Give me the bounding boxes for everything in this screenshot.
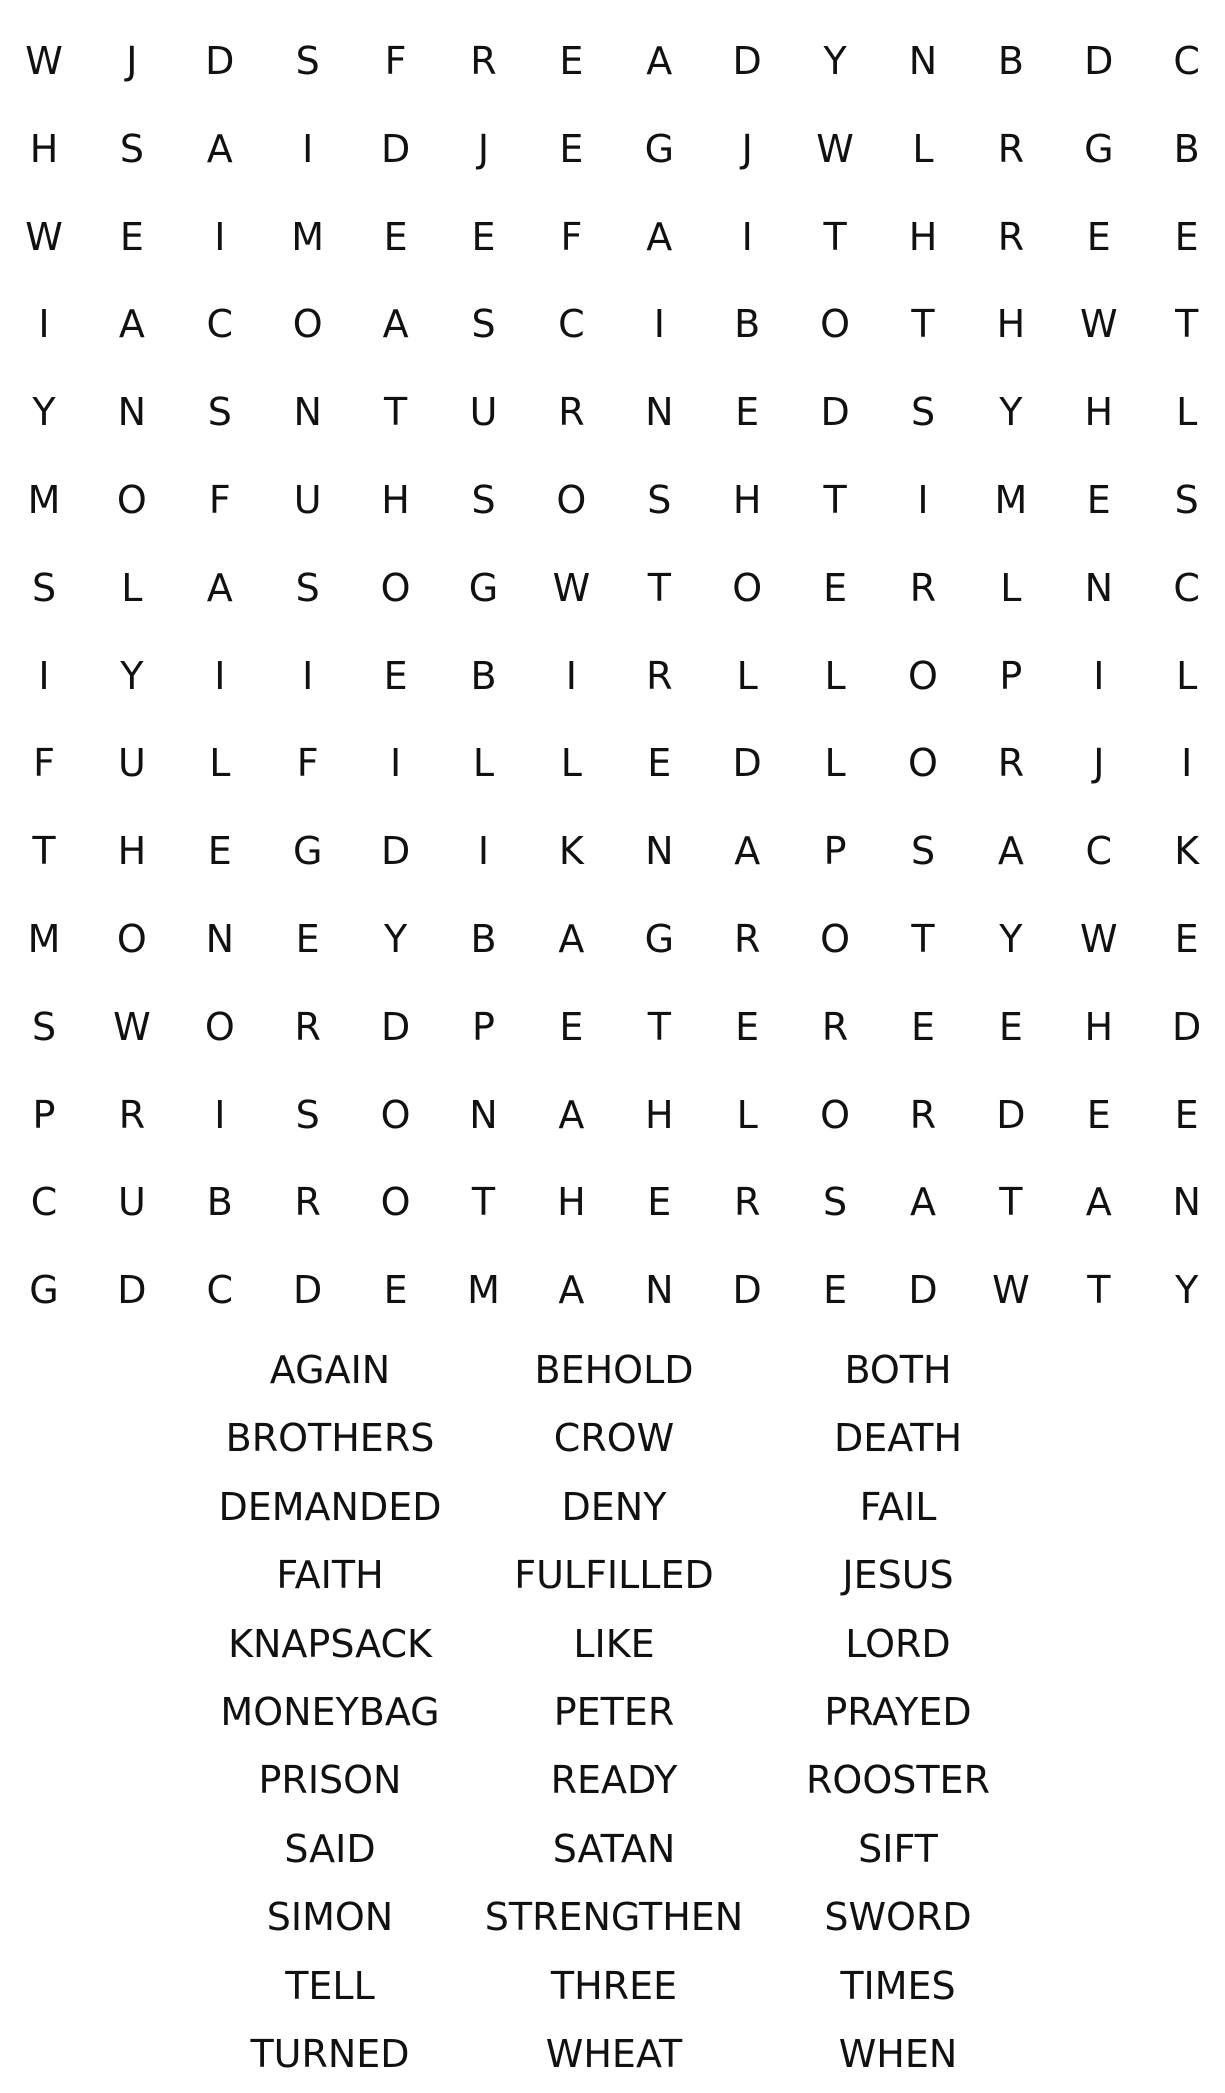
grid-cell[interactable]: D <box>732 39 762 83</box>
grid-cell[interactable]: O <box>732 565 763 610</box>
grid-cell[interactable]: I <box>38 302 50 347</box>
grid-cell[interactable]: W <box>552 565 591 610</box>
grid-cell[interactable]: J <box>477 126 490 171</box>
grid-cell[interactable]: E <box>823 1268 848 1313</box>
grid-cell[interactable]: I <box>1181 741 1193 786</box>
word-list-item: WHEAT <box>545 2032 683 2076</box>
word-list-item: READY <box>550 1758 678 1803</box>
grid-cell[interactable]: T <box>911 917 935 961</box>
grid-cell[interactable]: I <box>302 126 314 171</box>
grid-cell[interactable]: C <box>206 1268 234 1313</box>
grid-cell[interactable]: F <box>208 478 231 522</box>
grid-row <box>0 1071 1225 1159</box>
grid-cell[interactable]: I <box>38 653 50 698</box>
grid-cell[interactable]: N <box>645 1268 674 1313</box>
grid-cell[interactable]: L <box>121 565 143 610</box>
grid-cell[interactable]: I <box>302 653 314 698</box>
grid-cell[interactable]: O <box>820 302 851 347</box>
grid-cell[interactable]: J <box>741 126 753 171</box>
grid-cell[interactable]: D <box>1172 1004 1202 1049</box>
grid-cell[interactable]: E <box>1086 214 1111 259</box>
grid-cell[interactable]: L <box>209 741 231 786</box>
grid-cell[interactable]: W <box>1080 302 1118 347</box>
grid-cell[interactable]: T <box>823 214 847 259</box>
grid-cell[interactable]: L <box>824 741 846 786</box>
word-list-item: BROTHERS <box>225 1416 435 1461</box>
grid-cell[interactable]: O <box>380 1180 411 1225</box>
grid-cell[interactable]: P <box>32 1092 56 1137</box>
grid-cell[interactable]: D <box>732 1268 762 1313</box>
word-list-item: BOTH <box>844 1348 952 1392</box>
grid-cell[interactable]: J <box>1093 741 1105 786</box>
grid-cell[interactable]: Y <box>823 39 847 83</box>
grid-cell[interactable]: B <box>997 39 1024 83</box>
grid-cell[interactable]: E <box>559 126 584 171</box>
grid-cell[interactable]: E <box>559 39 584 83</box>
grid-cell[interactable]: R <box>909 1092 937 1137</box>
grid-cell[interactable]: O <box>908 741 938 786</box>
grid-cell[interactable]: Y <box>32 390 56 435</box>
grid-cell[interactable]: F <box>560 214 583 259</box>
grid-cell[interactable]: H <box>29 126 59 171</box>
grid-cell[interactable]: S <box>119 126 144 171</box>
grid-cell[interactable]: P <box>999 653 1023 698</box>
grid-cell[interactable]: D <box>380 829 411 874</box>
grid-cell[interactable]: F <box>33 741 55 786</box>
grid-cell[interactable]: O <box>380 565 411 610</box>
grid-cell[interactable]: T <box>1087 1268 1111 1313</box>
grid-cell[interactable]: A <box>558 917 585 961</box>
grid-cell[interactable]: R <box>997 741 1025 786</box>
grid-cell[interactable]: A <box>558 1092 585 1137</box>
word-list-item: SATAN <box>552 1826 676 1871</box>
grid-cell[interactable]: L <box>912 126 934 171</box>
grid-cell[interactable]: I <box>565 653 577 698</box>
word-list-item: TELL <box>285 1963 375 2008</box>
word-list-item: PRISON <box>258 1758 402 1803</box>
grid-cell[interactable]: E <box>1086 1092 1111 1137</box>
grid-cell[interactable]: D <box>293 1268 323 1313</box>
grid-cell[interactable]: S <box>31 1004 57 1049</box>
grid-row <box>0 632 1225 720</box>
grid-cell[interactable]: A <box>206 565 233 610</box>
grid-cell[interactable]: R <box>733 1180 761 1225</box>
grid-cell[interactable]: O <box>908 653 938 698</box>
grid-cell[interactable]: S <box>295 1092 320 1137</box>
word-list-item: ROOSTER <box>806 1758 990 1803</box>
grid-cell[interactable]: N <box>908 39 938 83</box>
grid-cell[interactable]: E <box>383 214 408 259</box>
grid-cell[interactable]: O <box>820 917 851 961</box>
word-list-item: KNAPSACK <box>228 1621 432 1666</box>
grid-cell[interactable]: Y <box>1175 1268 1199 1313</box>
grid-cell[interactable]: A <box>997 829 1024 874</box>
grid-cell[interactable]: N <box>645 390 674 435</box>
grid-cell[interactable]: B <box>206 1180 233 1225</box>
grid-cell[interactable]: I <box>389 741 402 786</box>
word-list-item: STRENGTHEN <box>484 1895 744 1940</box>
grid-cell[interactable]: N <box>1172 1180 1201 1225</box>
grid-cell[interactable]: A <box>382 302 409 347</box>
grid-cell[interactable]: N <box>117 390 147 435</box>
word-list-item: TIMES <box>840 1963 956 2008</box>
grid-cell[interactable]: E <box>647 1180 672 1225</box>
grid-cell[interactable]: Y <box>383 917 408 961</box>
grid-cell[interactable]: R <box>997 126 1025 171</box>
grid-cell[interactable]: N <box>293 390 322 435</box>
grid-cell[interactable]: O <box>116 478 147 522</box>
grid-cell[interactable]: L <box>736 1092 758 1137</box>
grid-cell[interactable]: A <box>1085 1180 1112 1225</box>
grid-cell[interactable]: E <box>735 390 760 435</box>
word-list-item: WHEN <box>838 2032 958 2076</box>
grid-cell[interactable]: S <box>31 565 57 610</box>
grid-cell[interactable]: I <box>477 829 490 874</box>
grid-cell[interactable]: R <box>821 1004 849 1049</box>
word-list-item: SIFT <box>858 1826 938 1871</box>
grid-cell[interactable]: R <box>294 1004 321 1049</box>
grid-cell[interactable]: M <box>994 478 1028 522</box>
word-list-item: LORD <box>845 1621 951 1666</box>
grid-cell[interactable]: C <box>1173 565 1200 610</box>
grid-cell[interactable]: G <box>292 829 323 874</box>
grid-cell[interactable]: W <box>113 1004 151 1049</box>
grid-cell[interactable]: E <box>823 565 848 610</box>
grid-row <box>0 280 1225 368</box>
grid-cell[interactable]: E <box>1174 1092 1199 1137</box>
grid-cell[interactable]: S <box>295 565 320 610</box>
grid-cell[interactable]: E <box>1086 478 1111 522</box>
grid-cell[interactable]: I <box>214 653 226 698</box>
grid-cell[interactable]: A <box>646 214 673 259</box>
grid-cell[interactable]: B <box>470 653 497 698</box>
grid-cell[interactable]: P <box>472 1004 495 1049</box>
grid-cell[interactable]: A <box>558 1268 585 1313</box>
word-list-item: PRAYED <box>824 1690 972 1734</box>
grid-cell[interactable]: B <box>1173 126 1200 171</box>
grid-row <box>0 193 1225 281</box>
grid-cell[interactable]: T <box>32 829 56 874</box>
grid-cell[interactable]: H <box>996 302 1026 347</box>
grid-cell[interactable]: T <box>1175 302 1199 347</box>
grid-cell[interactable]: S <box>910 829 936 874</box>
grid-cell[interactable]: N <box>645 829 674 874</box>
grid-cell[interactable]: E <box>471 214 496 259</box>
grid-cell[interactable]: R <box>909 565 937 610</box>
grid-cell[interactable]: G <box>29 1268 59 1313</box>
grid-cell[interactable]: E <box>383 1268 408 1313</box>
grid-cell[interactable]: H <box>645 1092 674 1137</box>
grid-cell[interactable]: I <box>214 214 226 259</box>
grid-cell[interactable]: H <box>381 478 410 522</box>
grid-cell[interactable]: E <box>910 1004 935 1049</box>
grid-cell[interactable]: C <box>1173 39 1200 83</box>
grid-cell[interactable]: W <box>992 1268 1030 1313</box>
word-list-item: SWORD <box>824 1895 972 1940</box>
grid-cell[interactable]: E <box>1174 214 1199 259</box>
grid-cell[interactable]: F <box>384 39 407 83</box>
grid-row <box>0 719 1225 807</box>
grid-cell[interactable]: O <box>380 1092 411 1137</box>
word-list-item: SIMON <box>266 1895 394 1940</box>
grid-cell[interactable]: E <box>383 653 408 698</box>
grid-cell[interactable]: L <box>560 741 582 786</box>
grid-cell[interactable]: S <box>1174 478 1199 522</box>
grid-cell[interactable]: W <box>816 126 854 171</box>
grid-cell[interactable]: R <box>470 39 497 83</box>
grid-cell[interactable]: H <box>117 829 147 874</box>
grid-cell[interactable]: D <box>117 1268 147 1313</box>
grid-cell[interactable]: A <box>734 829 761 874</box>
grid-cell[interactable]: A <box>910 1180 936 1225</box>
grid-cell[interactable]: S <box>910 390 936 435</box>
word-list-item: TURNED <box>250 2032 410 2076</box>
grid-cell[interactable]: O <box>556 478 587 522</box>
grid-cell[interactable]: E <box>998 1004 1023 1049</box>
grid-cell[interactable]: E <box>119 214 144 259</box>
word-list-item: LIKE <box>573 1621 655 1666</box>
grid-cell[interactable]: I <box>214 1092 226 1137</box>
grid-cell[interactable]: C <box>1085 829 1113 874</box>
grid-cell[interactable]: B <box>470 917 497 961</box>
grid-cell[interactable]: D <box>732 741 762 786</box>
grid-cell[interactable]: G <box>468 565 499 610</box>
grid-row <box>0 368 1225 456</box>
grid-cell[interactable]: M <box>291 214 325 259</box>
word-list-item: MONEYBAG <box>220 1690 440 1734</box>
grid-cell[interactable]: W <box>25 39 63 83</box>
grid-cell[interactable]: D <box>820 390 850 435</box>
word-list-item: FULFILLED <box>514 1553 714 1598</box>
grid-cell[interactable]: E <box>207 829 232 874</box>
word-list-item: DENY <box>561 1484 667 1529</box>
grid-cell[interactable]: M <box>27 478 61 522</box>
grid-cell[interactable]: N <box>1084 565 1114 610</box>
grid-cell[interactable]: O <box>204 1004 235 1049</box>
grid-cell[interactable]: S <box>647 478 672 522</box>
grid-cell[interactable]: N <box>469 1092 498 1137</box>
grid-cell[interactable]: N <box>205 917 235 961</box>
grid-cell[interactable]: T <box>911 302 935 347</box>
grid-cell[interactable]: U <box>117 741 146 786</box>
grid-cell[interactable]: L <box>1000 565 1022 610</box>
grid-cell[interactable]: T <box>647 565 671 610</box>
grid-cell[interactable]: A <box>206 126 233 171</box>
grid-cell[interactable]: Y <box>999 917 1023 961</box>
grid-cell[interactable]: H <box>908 214 938 259</box>
word-list-item: BEHOLD <box>534 1348 694 1392</box>
grid-cell[interactable]: I <box>917 478 929 522</box>
grid-cell[interactable]: E <box>735 1004 760 1049</box>
grid-cell[interactable]: R <box>294 1180 321 1225</box>
grid-cell[interactable]: U <box>469 390 498 435</box>
grid-cell[interactable]: B <box>734 302 761 347</box>
grid-cell[interactable]: Y <box>999 390 1023 435</box>
grid-cell[interactable]: D <box>908 1268 938 1313</box>
grid-cell[interactable]: R <box>558 390 585 435</box>
grid-cell[interactable]: J <box>126 39 138 83</box>
grid-cell[interactable]: S <box>823 1180 848 1225</box>
grid-cell[interactable]: P <box>823 829 847 874</box>
grid-cell[interactable]: E <box>295 917 320 961</box>
grid-cell[interactable]: D <box>380 1004 411 1049</box>
grid-cell[interactable]: E <box>647 741 672 786</box>
grid-cell[interactable]: D <box>205 39 235 83</box>
grid-cell[interactable]: S <box>471 478 496 522</box>
grid-row <box>0 983 1225 1071</box>
grid-cell[interactable]: F <box>296 741 319 786</box>
grid-cell[interactable]: L <box>472 741 495 786</box>
grid-row <box>0 895 1225 983</box>
grid-cell[interactable]: L <box>736 653 758 698</box>
grid-cell[interactable]: L <box>1176 390 1198 435</box>
grid-cell[interactable]: M <box>27 917 61 961</box>
word-list <box>0 1340 1225 2090</box>
word-list-item: FAIL <box>859 1484 937 1529</box>
grid-cell[interactable]: W <box>25 214 63 259</box>
grid-cell[interactable]: D <box>1084 39 1114 83</box>
grid-cell[interactable]: T <box>471 1180 496 1225</box>
grid-cell[interactable]: S <box>471 302 496 347</box>
grid-cell[interactable]: A <box>646 39 673 83</box>
grid-cell[interactable]: L <box>1176 653 1198 698</box>
grid-cell[interactable]: O <box>820 1092 851 1137</box>
grid-cell[interactable]: D <box>996 1092 1026 1137</box>
grid-cell[interactable]: I <box>653 302 665 347</box>
grid-cell[interactable]: G <box>644 917 675 961</box>
grid-cell[interactable]: H <box>557 1180 586 1225</box>
grid-cell[interactable]: H <box>1084 1004 1114 1049</box>
word-list-item: THREE <box>550 1963 678 2008</box>
grid-row <box>0 105 1225 193</box>
grid-cell[interactable]: D <box>380 126 411 171</box>
grid-cell[interactable]: Y <box>120 653 144 698</box>
grid-cell[interactable]: C <box>30 1180 58 1225</box>
grid-cell[interactable]: S <box>207 390 232 435</box>
grid-row <box>0 1246 1225 1334</box>
word-list-item: SAID <box>284 1826 376 1871</box>
word-list-item: DEMANDED <box>218 1484 442 1529</box>
grid-cell[interactable]: R <box>646 653 673 698</box>
grid-row <box>0 1158 1225 1246</box>
grid-cell[interactable]: M <box>467 1268 500 1313</box>
grid-cell[interactable]: K <box>558 829 584 874</box>
word-list-item: CROW <box>553 1416 675 1461</box>
grid-cell[interactable]: R <box>997 214 1025 259</box>
grid-row <box>0 456 1225 544</box>
grid-cell[interactable]: O <box>116 917 147 961</box>
grid-cell[interactable]: R <box>118 1092 146 1137</box>
grid-cell[interactable]: I <box>741 214 753 259</box>
grid-cell[interactable]: L <box>824 653 846 698</box>
grid-cell[interactable]: S <box>295 39 320 83</box>
grid-row <box>0 17 1225 105</box>
grid-cell[interactable]: T <box>999 1180 1023 1225</box>
grid-cell[interactable]: E <box>1174 917 1199 961</box>
grid-cell[interactable]: T <box>647 1004 671 1049</box>
grid-row <box>0 544 1225 632</box>
grid-row <box>0 807 1225 895</box>
grid-cell[interactable]: H <box>1084 390 1114 435</box>
grid-cell[interactable]: G <box>1084 126 1114 171</box>
grid-cell[interactable]: U <box>117 1180 146 1225</box>
word-list-item: DEATH <box>833 1416 963 1461</box>
grid-cell[interactable]: T <box>383 390 408 435</box>
grid-cell[interactable]: E <box>559 1004 584 1049</box>
grid-cell[interactable]: I <box>1093 653 1105 698</box>
word-list-item: PETER <box>553 1690 675 1734</box>
grid-cell[interactable]: C <box>558 302 585 347</box>
word-list-item: AGAIN <box>269 1348 391 1392</box>
word-list-item: FAITH <box>276 1553 384 1598</box>
grid-cell[interactable]: T <box>823 478 847 522</box>
grid-cell[interactable]: R <box>733 917 761 961</box>
grid-cell[interactable]: A <box>118 302 145 347</box>
grid-cell[interactable]: U <box>293 478 322 522</box>
word-list-item: JESUS <box>842 1553 954 1598</box>
grid-cell[interactable]: K <box>1174 829 1200 874</box>
grid-cell[interactable]: H <box>732 478 762 522</box>
grid-cell[interactable]: W <box>1080 917 1118 961</box>
grid-cell[interactable]: O <box>292 302 323 347</box>
grid-cell[interactable]: G <box>644 126 675 171</box>
grid-cell[interactable]: C <box>206 302 234 347</box>
